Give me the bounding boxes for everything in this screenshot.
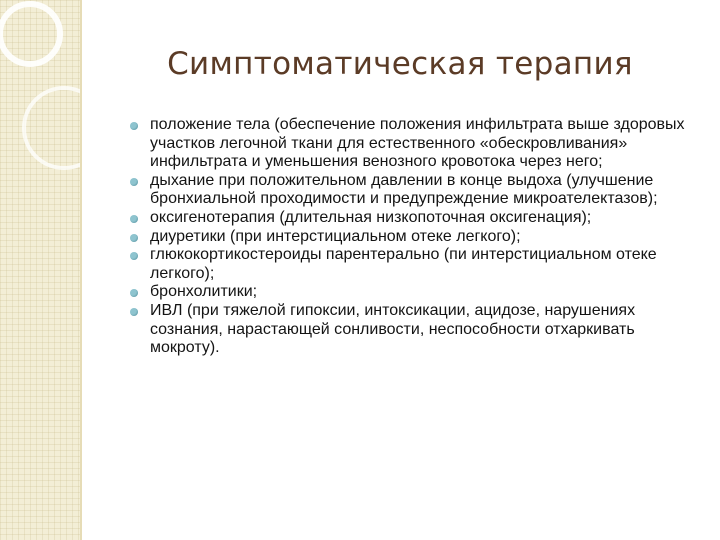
bullet-text: бронхолитики;: [150, 283, 258, 301]
circle-bullet-icon: [130, 252, 138, 260]
bullet-text: положение тела (обеспечение положения инфильтрата выше здоровых участков легочной ткани для естественного «обескровливания» инфильтрата и уменьшения венозного кровотока через него;: [150, 116, 685, 171]
bullet-item: [150, 209, 706, 228]
bullet-text: диуретики (при интерстициальном отеке легкого);: [150, 227, 521, 245]
circle-bullet-icon: [130, 178, 138, 186]
bullet-item: [150, 283, 706, 302]
circle-bullet-icon: [130, 122, 138, 130]
bullet-item: [150, 228, 706, 247]
bullet-item: [150, 246, 706, 283]
bullet-text: дыхание при положительном давлении в конце выдоха (улучшение бронхиальной проходимости и предупреждение микроателектазов);: [150, 171, 658, 208]
bullet-list: [150, 116, 706, 358]
bullet-text: оксигенотерапия (длительная низкопоточная оксигенация);: [150, 208, 592, 226]
circle-bullet-icon: [130, 308, 138, 316]
decorative-side-band: [0, 0, 80, 540]
circle-bullet-icon: [130, 289, 138, 297]
slide-title: Симптоматическая терапия: [167, 46, 633, 82]
circle-bullet-icon: [130, 234, 138, 242]
decorative-circles: [0, 0, 80, 540]
bullet-text: ИВЛ (при тяжелой гипоксии, интоксикации, ацидозе, нарушениях сознания, нарастающей сонливости, неспособности отхаркивать мокроту).: [150, 301, 636, 357]
bullet-item: [150, 172, 706, 209]
circle-bullet-icon: [130, 215, 138, 223]
side-band-divider: [80, 0, 82, 540]
bullet-item: [150, 302, 706, 358]
bullet-text: глюкокортикостероиды парентерально (пи интерстициальном отеке легкого);: [150, 246, 657, 282]
bullet-item: [150, 116, 706, 172]
